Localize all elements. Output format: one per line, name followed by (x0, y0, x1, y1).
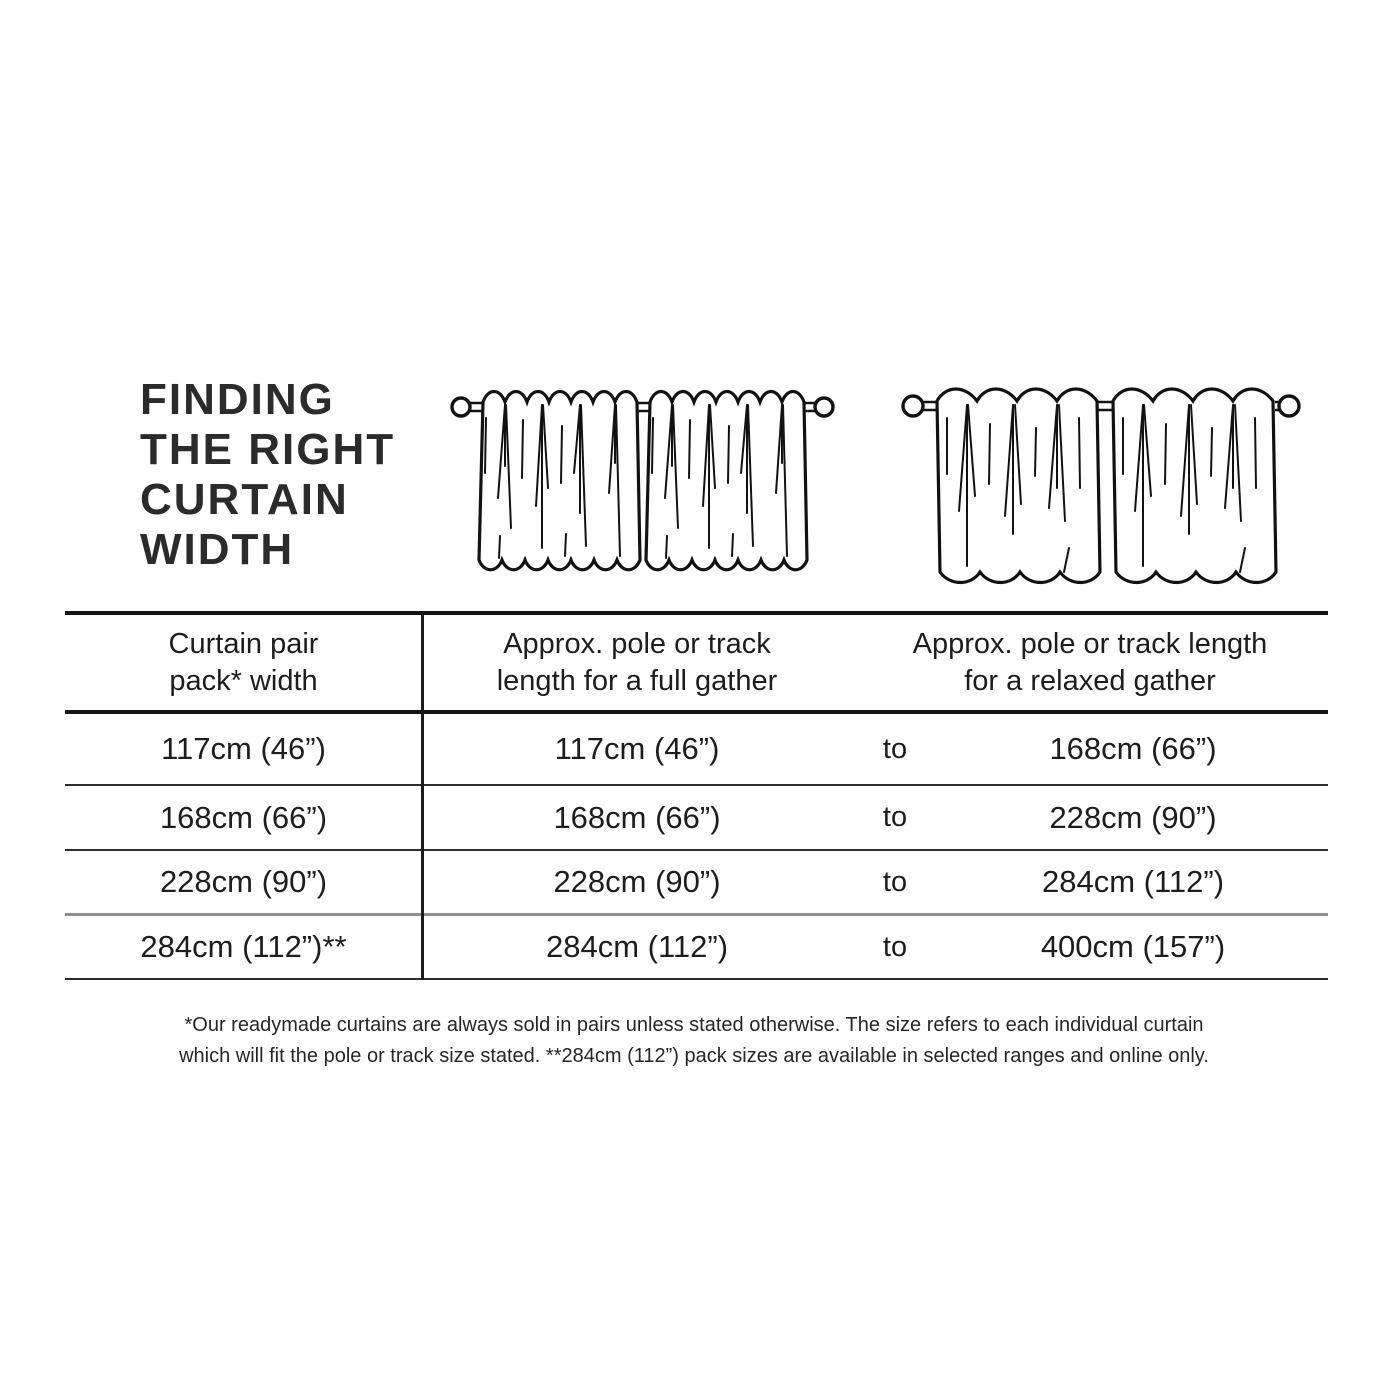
table-row (65, 714, 1328, 786)
page-title-line: CURTAIN (140, 475, 349, 524)
cell-pack-width: 168cm (66”) (159, 799, 328, 835)
page-title-line: FINDING (140, 375, 335, 424)
table-header-full-gather: Approx. pole or track length for a full gather (496, 627, 778, 697)
curtain-size-table (65, 611, 1328, 980)
table-header-row (65, 615, 1328, 714)
table-row (65, 916, 1328, 980)
table-column-divider (421, 615, 424, 980)
cell-full-gather: 284cm (112”) (545, 929, 729, 964)
footnote-line: *Our readymade curtains are always sold in pairs unless stated otherwise. The size refers to each individual curtain (184, 1014, 1204, 1036)
cell-full-gather: 168cm (66”) (553, 799, 721, 835)
page-title-line: THE RIGHT (140, 425, 396, 474)
pole-finial-right (1279, 396, 1299, 416)
cell-to: to (882, 930, 908, 963)
full-gather-illustration (450, 378, 835, 595)
relaxed-gather-illustration (901, 376, 1301, 601)
pole-finial-right (815, 398, 833, 416)
curtain-pair-relaxed-gather-icon (901, 376, 1301, 596)
cell-relaxed-gather: 284cm (112”) (1041, 864, 1225, 899)
cell-to: to (882, 732, 908, 765)
cell-full-gather: 228cm (90”) (553, 864, 721, 899)
cell-to: to (882, 801, 908, 833)
curtain-pair-full-gather-icon (450, 378, 835, 590)
pole-finial-left (452, 398, 470, 416)
cell-pack-width: 117cm (46”) (161, 731, 326, 766)
cell-pack-width: 228cm (90”) (159, 864, 328, 899)
cell-relaxed-gather: 168cm (66”) (1049, 731, 1217, 766)
page-title-line: WIDTH (140, 525, 295, 574)
cell-relaxed-gather: 228cm (90”) (1049, 799, 1217, 835)
cell-relaxed-gather: 400cm (157”) (1040, 929, 1226, 964)
footnote (144, 1010, 1244, 1072)
table-row (65, 786, 1328, 851)
table-header-pack-width: Curtain pair pack* width (168, 627, 319, 697)
cell-full-gather: 117cm (46”) (554, 731, 720, 766)
cell-to: to (882, 865, 908, 898)
pole-finial-left (903, 396, 923, 416)
table-row (65, 851, 1328, 916)
page-title (140, 375, 395, 575)
cell-pack-width: 284cm (112”)** (140, 929, 347, 964)
footnote-line: which will fit the pole or track size stated. **284cm (112”) pack sizes are available in selected ranges and online only. (179, 1045, 1209, 1067)
table-header-relaxed-gather: Approx. pole or track length for a relaxed gather (912, 627, 1268, 697)
